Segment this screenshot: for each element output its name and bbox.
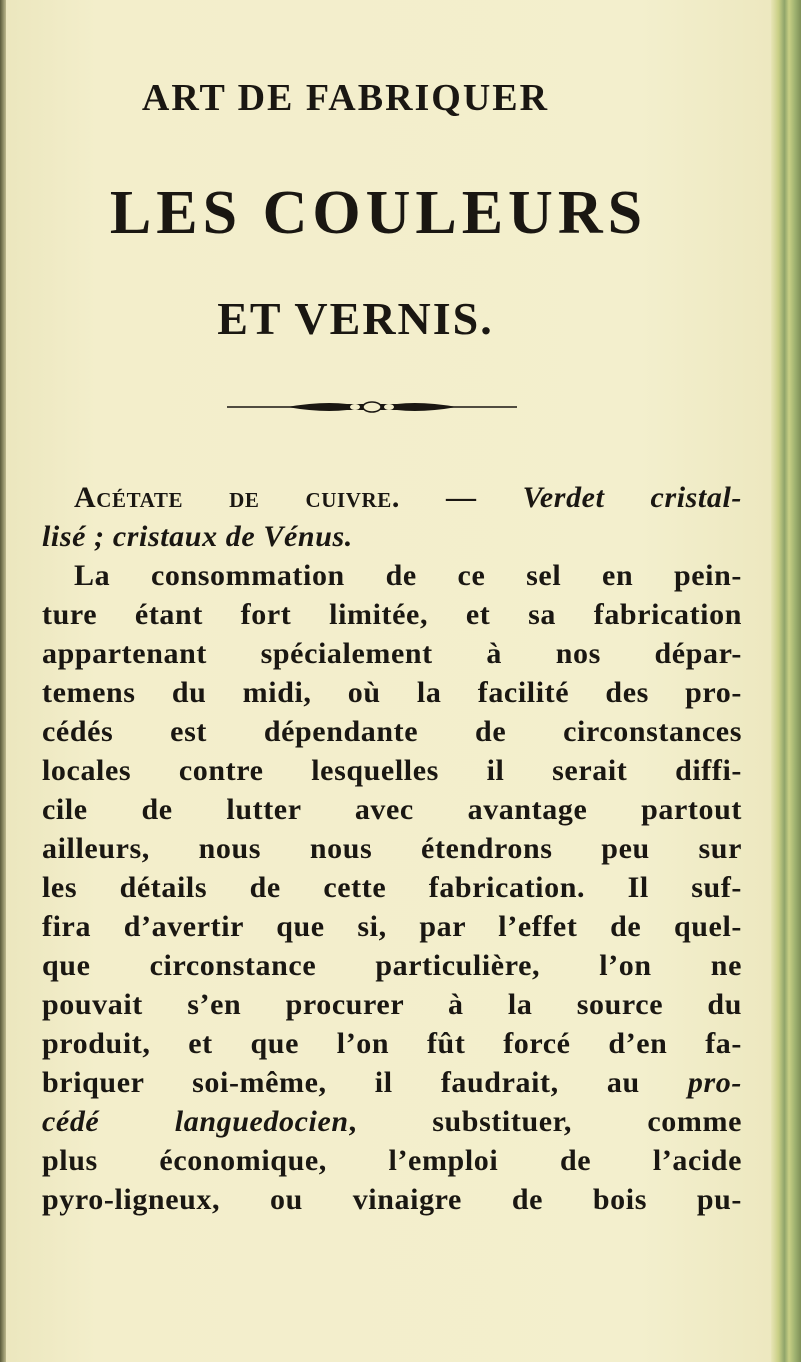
heading-dash: — [400,481,523,514]
body-line-italic: pro- [687,1066,742,1099]
title-line-art-de-fabriquer: ART DE FABRIQUER [141,77,550,119]
body-line [42,517,742,556]
body-line: cédés est dépendante de circonstances [42,715,742,748]
body-line: temens du midi, où la facilité des pro- [42,676,742,709]
heading-italic: lisé ; cristaux de Vénus. [42,520,353,553]
body-line-italic: cédé languedocien [42,1105,349,1138]
body-line: ture étant fort limitée, et sa fabrication [42,598,742,631]
body-line [42,1063,742,1102]
body-line: cile de lutter avec avantage partout [42,793,742,826]
body-line: plus économique, l’emploi de l’acide [42,1144,742,1177]
body-line: pouvait s’en procurer à la source du [42,988,742,1021]
body-line: que circonstance particulière, l’on ne [42,949,742,982]
body-line-text: briquer soi-même, il faudrait, au [42,1066,688,1099]
body-line: fira d’avertir que si, par l’effet de quel- [42,910,742,943]
body-line: produit, et que l’on fût forcé d’en fa- [42,1027,742,1060]
heading-italic: Verdet cristal- [522,481,742,514]
body-line [42,478,742,517]
title-line-les-couleurs: LES COULEURS [109,179,648,247]
body-text [42,478,742,1219]
ornamental-rule [227,400,517,414]
body-line: appartenant spécialement à nos dépar- [42,637,742,670]
body-line: locales contre lesquelles il serait diffi- [42,754,742,787]
title-line-et-vernis: ET VERNIS. [217,293,494,344]
body-line: La consommation de ce sel en pein- [74,559,742,592]
body-line-text: , substituer, comme [348,1105,742,1138]
body-line: les détails de cette fabrication. Il suf- [42,871,742,904]
body-line [42,1102,742,1141]
body-line: ailleurs, nous nous étendrons peu sur [42,832,742,865]
body-line: pyro-ligneux, ou vinaigre de bois pu- [42,1183,742,1216]
section-heading: Acétate de cuivre. [74,481,401,514]
